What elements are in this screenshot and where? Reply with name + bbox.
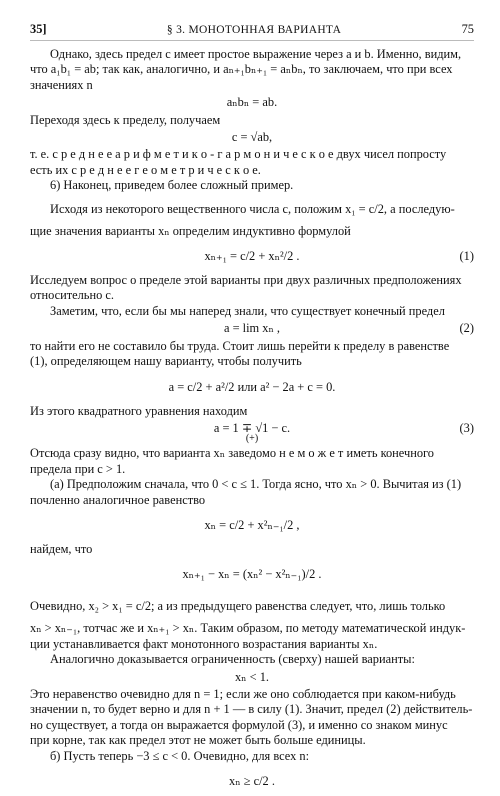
- text-line: ции устанавливается факт монотонного возрастания варианты xₙ.: [30, 636, 378, 651]
- text-line: есть их с р е д н е е г е о м е т р и ч е с к о е.: [30, 162, 261, 177]
- text-line: значениях n: [30, 77, 93, 92]
- formula: a = 1 ∓ √1 − c.: [213, 420, 291, 435]
- text-line: Аналогично доказывается ограниченность (сверху) нашей варианты:: [50, 652, 415, 667]
- text-line: при корне, так как предел этот не может быть больше единицы.: [30, 733, 366, 748]
- text-line: Исходя из некоторого вещественного числа c, положим x₁ = c/2, а последую-: [50, 201, 455, 216]
- text-line: щие значения варианты xₙ определим индуктивно формулой: [30, 223, 351, 238]
- formula: xₙ < 1.: [234, 669, 270, 684]
- text-line: предела при c > 1.: [30, 461, 126, 476]
- equation-number: (2): [459, 321, 474, 336]
- text-line: но существует, а тогда он выражается формулой (3), и именно со знаком минус: [30, 717, 448, 732]
- text-line: т. е. с р е д н е е а р и ф м е т и к о - г а р м о н и ч е с к о е двух чисел попросту: [30, 147, 447, 162]
- formula: xₙ₊₁ − xₙ = (xₙ² − x²ₙ₋₁)/2 .: [182, 567, 322, 582]
- equation-1: [30, 241, 474, 271]
- section-title: § 3. МОНОТОННАЯ ВАРИАНТА: [166, 24, 342, 36]
- formula: xₙ₊₁ = c/2 + xₙ²/2 .: [204, 249, 300, 264]
- text-line: Отсюда сразу видно, что варианта xₙ заведомо н е м о ж е т иметь конечного: [30, 446, 435, 461]
- text-line: относительно c.: [30, 288, 114, 303]
- sign-note: (+): [245, 433, 259, 445]
- formula: a = c/2 + a²/2 или a² − 2a + c = 0.: [168, 379, 336, 394]
- text-line: то найти его не составило бы труда. Стоит лишь перейти к пределу в равенстве: [30, 338, 450, 353]
- equation-number: (3): [459, 420, 474, 435]
- formula: c = √ab,: [231, 130, 273, 145]
- page-number: 75: [461, 22, 474, 36]
- text-line: Исследуем вопрос о пределе этой варианты при двух различных предположениях: [30, 273, 462, 288]
- formula: xₙ ≥ c/2 .: [229, 774, 275, 788]
- equation-number: (1): [459, 249, 474, 264]
- text-line: Заметим, что, если бы мы наперед знали, что существует конечный предел: [50, 303, 445, 318]
- formula: xₙ = c/2 + x²ₙ₋₁/2 ,: [204, 517, 300, 532]
- text-line: Однако, здесь предел c имеет простое выражение через a и b. Именно, видим,: [50, 47, 462, 61]
- section-marker: 35]: [30, 22, 47, 36]
- text-line: что a₁b₁ = ab; так как, аналогично, и aₙ₊₁bₙ₊₁ = aₙbₙ, то заключаем, что при всех: [30, 62, 453, 77]
- text-line: xₙ > xₙ₋₁, тотчас же и xₙ₊₁ > xₙ. Таким образом, по методу математической индук-: [30, 621, 466, 636]
- text-line: Из этого квадратного уравнения находим: [30, 403, 248, 418]
- formula: a = lim xₙ ,: [223, 321, 281, 336]
- text-line: Это неравенство очевидно для n = 1; если же оно соблюдается при каком-нибудь: [30, 686, 456, 701]
- text-line: б) Пусть теперь −3 ≤ c < 0. Очевидно, для всех n:: [50, 748, 310, 763]
- text-line: (1), определяющем нашу варианту, чтобы получить: [30, 354, 302, 369]
- formula: aₙbₙ = ab.: [226, 95, 278, 110]
- text-line: значении n, то будет верно и для n + 1 — в силу (1). Значит, предел (2) действитель-: [30, 702, 473, 717]
- text-line: найдем, что: [30, 541, 93, 556]
- equation-2: [30, 321, 474, 336]
- running-head: [30, 22, 474, 41]
- text-line: Переходя здесь к пределу, получаем: [30, 112, 221, 127]
- text-line: (а) Предположим сначала, что 0 < c ≤ 1. Тогда ясно, что xₙ > 0. Вычитая из (1): [50, 477, 462, 492]
- text-line: 6) Наконец, приведем более сложный пример.: [50, 178, 294, 193]
- text-line: Очевидно, x₂ > x₁ = c/2; а из предыдущего равенства следует, что, лишь только: [30, 599, 446, 614]
- text-line: почленно аналогичное равенство: [30, 492, 206, 507]
